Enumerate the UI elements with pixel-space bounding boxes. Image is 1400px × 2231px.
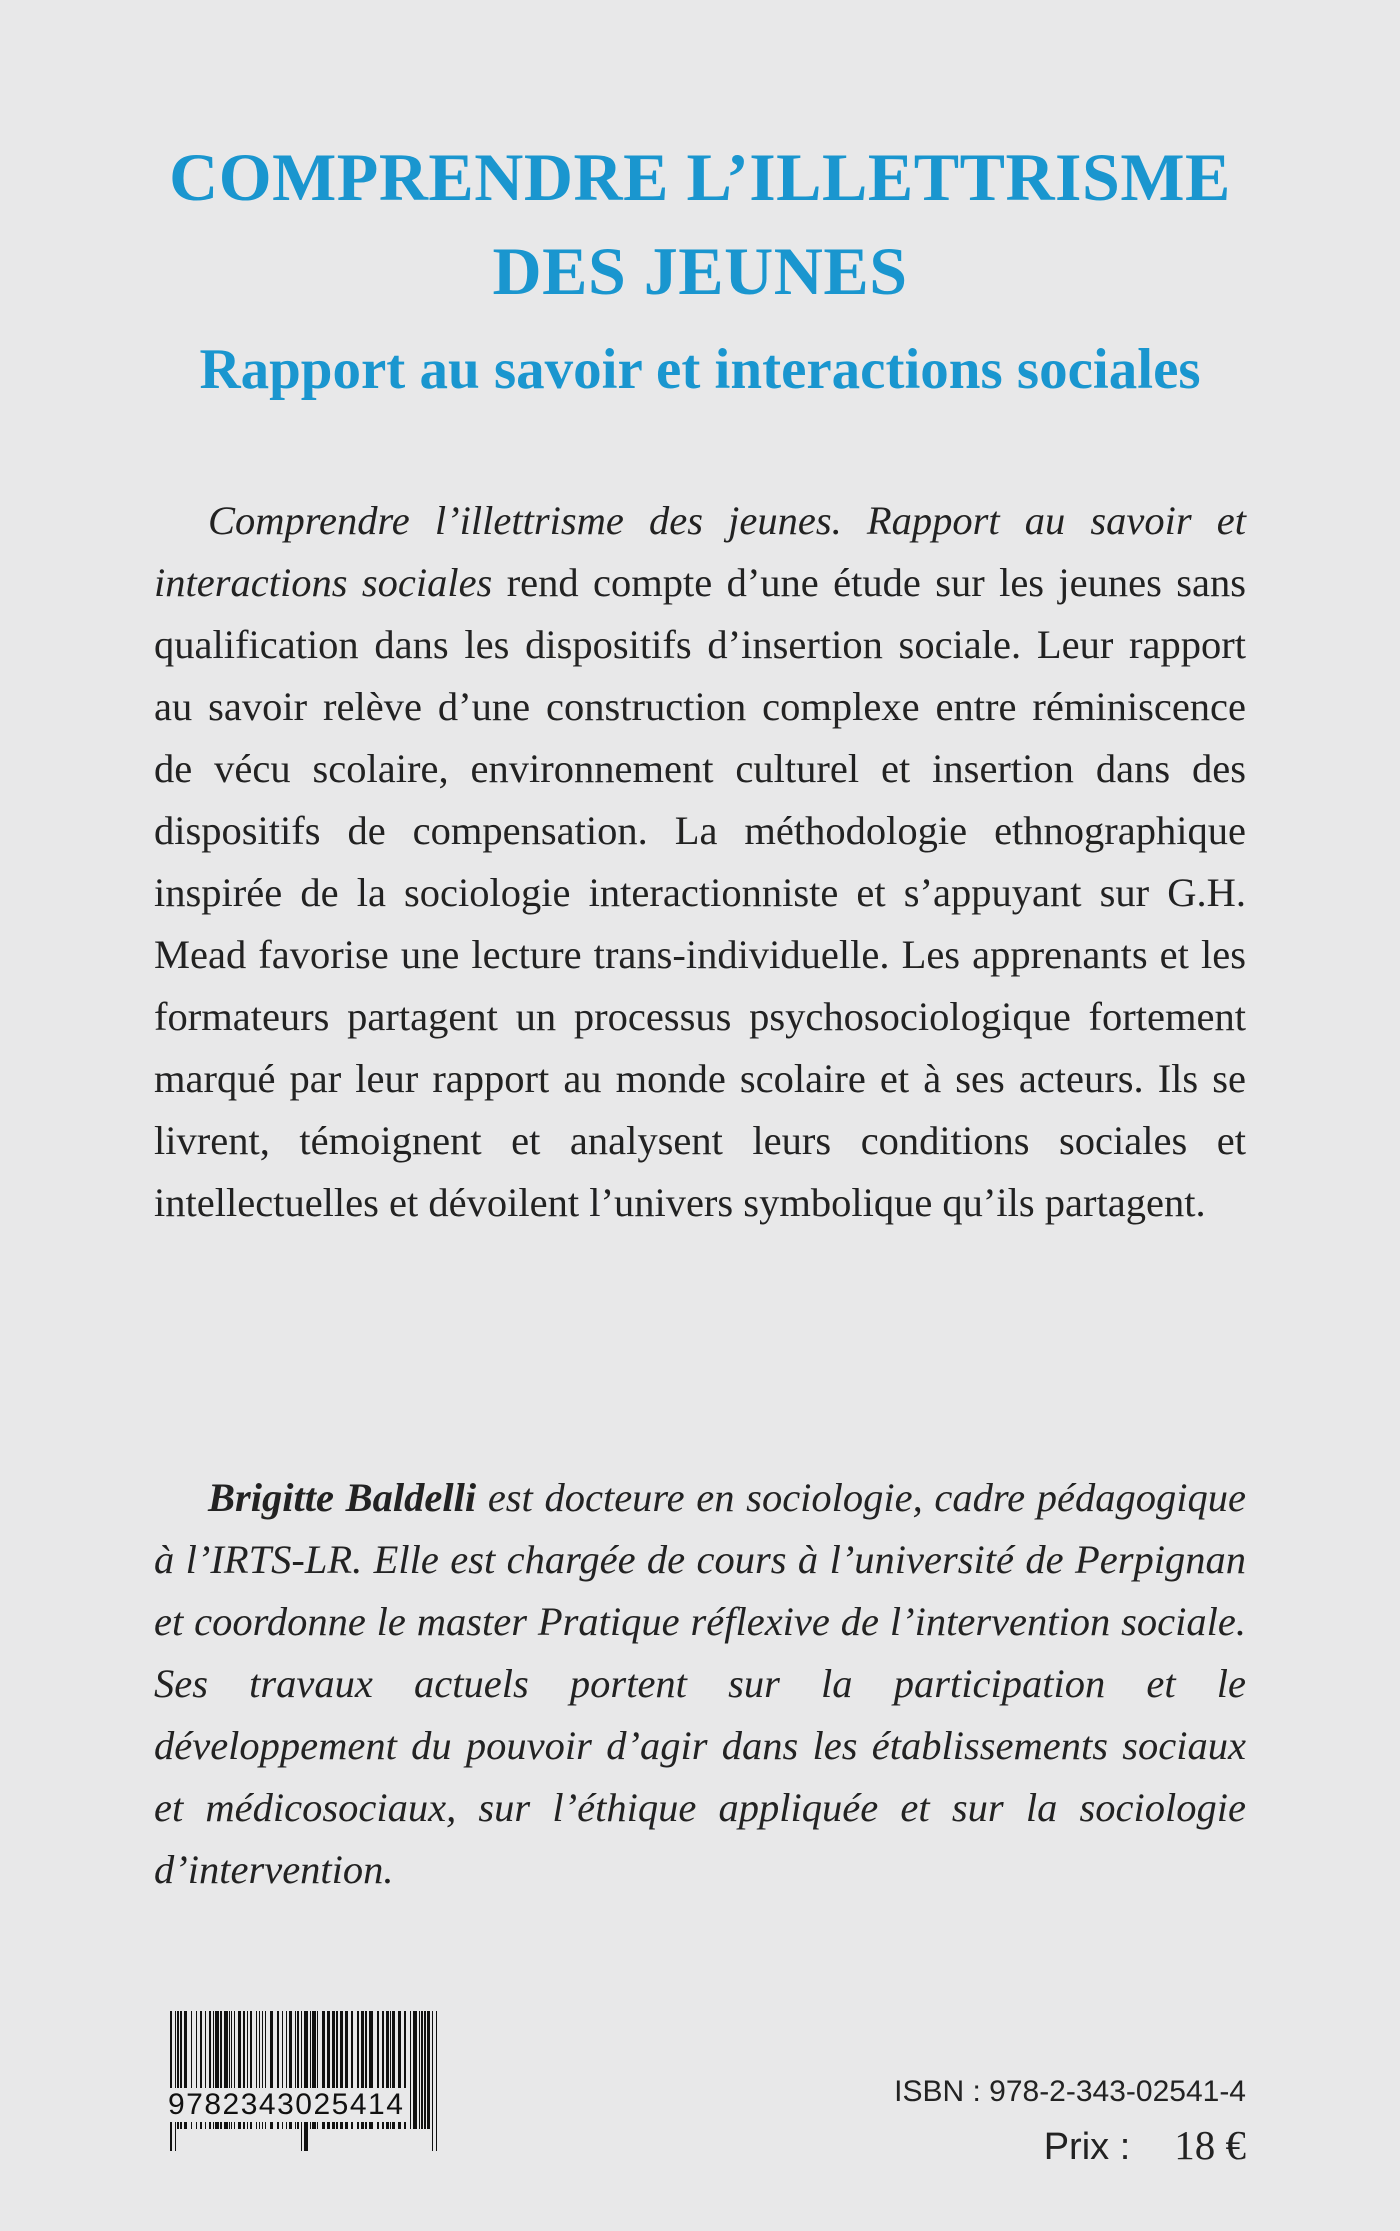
book-description: [154, 490, 1246, 1234]
author-bio: [154, 1467, 1246, 1901]
barcode-digits: 9782343025414: [168, 2088, 405, 2121]
barcode-bar: [170, 2011, 172, 2151]
barcode-bar: [436, 2011, 437, 2151]
barcode-icon: [170, 2011, 440, 2151]
barcode-bar: [175, 2011, 176, 2151]
author-name: Brigitte Baldelli: [208, 1475, 477, 1520]
isbn-label: ISBN : 978-2-343-02541-4: [894, 2075, 1246, 2108]
price-value: 18 €: [1174, 2122, 1246, 2168]
barcode-bar: [413, 2011, 417, 2129]
title-line-1: COMPRENDRE L’ILLETTRISME: [169, 139, 1231, 215]
barcode-bar: [304, 2011, 308, 2151]
subtitle: Rapport au savoir et interactions sociales: [199, 338, 1201, 401]
barcode-bar: [427, 2011, 430, 2129]
barcode-bar: [424, 2011, 426, 2129]
barcode-bar: [419, 2011, 420, 2129]
price-label: Prix :: [1043, 2126, 1131, 2168]
description-text: rend compte d’une étude sur les jeunes sans qualification dans les dispositifs d’insertion sociale. Leur rapport au savoir relève d’une construction complexe entre réminiscence de vécu scolaire, environnement culturel et insertion dans des dispositifs de compensation. La méthodologie ethnographique inspirée de la sociologie interactionniste et s’appuyant sur G.H. Mead favorise une lecture trans-individuelle. Les apprenants et les formateurs partagent un processus psychosociologique fortement marqué par leur rapport au monde scolaire et à ses acteurs. Ils se livrent, témoignent et analysent leurs conditions sociales et intellectuelles et dévoilent l’univers symbolique qu’ils partagent.: [154, 560, 1246, 1225]
barcode-bar: [421, 2011, 423, 2129]
barcode-bar: [410, 2011, 411, 2129]
barcode-bar: [432, 2011, 433, 2151]
title-line-2: DES JEUNES: [492, 233, 908, 309]
description-italic-title: Comprendre l’illettrisme des jeunes. Rapport au savoir et interactions sociales: [154, 498, 1246, 605]
author-bio-text: est docteure en sociologie, cadre pédagogique à l’IRTS-LR. Elle est chargée de cours à l’université de Perpignan et coordonne le master Pratique réflexive de l’intervention sociale. Ses travaux actuels portent sur la participation et le développement du pouvoir d’agir dans les établissements sociaux et médicosociaux, sur l’éthique appliquée et sur la sociologie d’intervention.: [154, 1475, 1246, 1892]
barcode-bar: [301, 2011, 302, 2151]
price: [1044, 2121, 1246, 2169]
